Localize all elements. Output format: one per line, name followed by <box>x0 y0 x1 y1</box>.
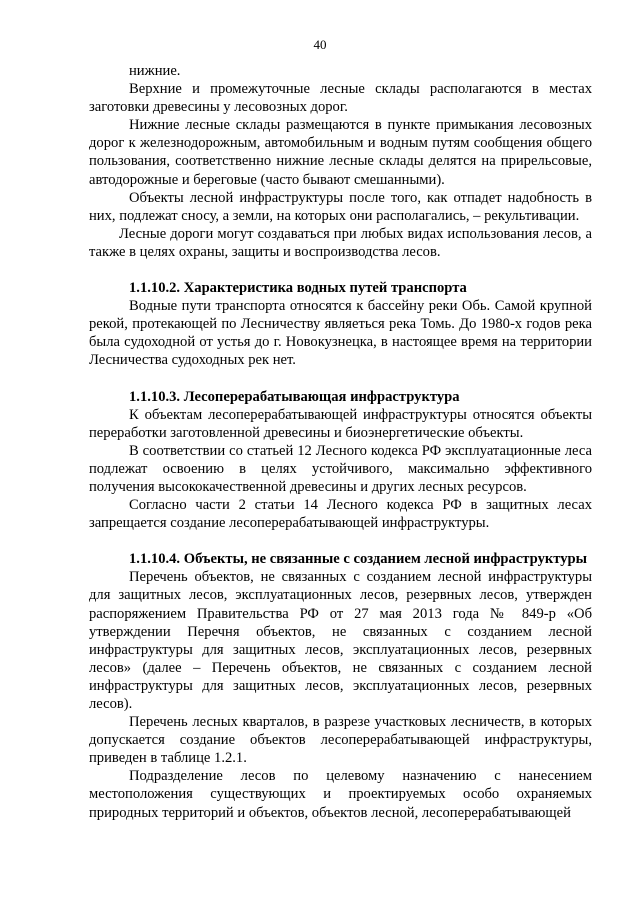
paragraph-wood-processing-objects: К объектам лесоперерабатывающей инфраструктуры относятся объекты переработки заготовленной древесины и биоэнергетические объекты. <box>89 406 592 441</box>
paragraph-article-12: В соответствии со статьей 12 Лесного кодекса РФ эксплуатационные леса подлежат освоению в целях устойчивого, максимально эффективного получения высококачественной древесины и других лесных ресурсов. <box>89 442 592 495</box>
paragraph-upper-warehouses: Верхние и промежуточные лесные склады располагаются в местах заготовки древесины у лесовозных дорог. <box>89 81 592 116</box>
paragraph-forest-subdivision: Подразделение лесов по целевому назначению с нанесением местоположения существующих и проектируемых особо охраняемых природных территорий и объектов, объектов лесной, лесоперерабатывающей <box>89 768 592 821</box>
paragraph-lower-warehouses: Нижние лесные склады размещаются в пункте примыкания лесовозных дорог к железнодорожным, автомобильным и водным путям сообщения общего пользования, соответственно нижние лесные склады делятся на прирельсовые, автодорожные и береговые (часто бывают смешанными). <box>89 117 592 188</box>
paragraph-forest-quarters: Перечень лесных кварталов, в разрезе участковых лесничеств, в которых допускается создание объектов лесоперерабатывающей инфраструктуры, приведен в таблице 1.2.1. <box>89 714 592 767</box>
paragraph-continuation: нижние. <box>129 63 181 79</box>
document-body <box>89 62 592 822</box>
paragraph-objects-list: Перечень объектов, не связанных с созданием лесной инфраструктуры для защитных лесов, эксплуатационных лесов, резервных лесов, утвержден распоряжением Правительства РФ от 27 мая 2013 года № 849-р «Об утверждении Перечня объектов, не связанных с созданием лесной инфраструктуры для защитных лесов, эксплуатационных лесов, резервных лесов» (далее – Перечень объектов, не связанных с созданием лесной инфраструктуры для защитных лесов, эксплуатационных лесов, резервных лесов). <box>89 569 592 712</box>
paragraph-forest-roads: Лесные дороги могут создаваться при любых видах использования лесов, а также в целях охраны, защиты и воспроизводства лесов. <box>89 225 592 260</box>
section-heading-wood-processing: 1.1.10.3. Лесоперерабатывающая инфраструктура <box>129 388 460 405</box>
section-heading-non-infrastructure-objects: 1.1.10.4. Объекты, не связанные с созданием лесной инфраструктуры <box>129 551 588 568</box>
section-heading-waterways: 1.1.10.2. Характеристика водных путей транспорта <box>129 280 467 297</box>
paragraph-article-14: Согласно части 2 статьи 14 Лесного кодекса РФ в защитных лесах запрещается создание лесоперерабатывающей инфраструктуры. <box>89 497 592 532</box>
page-number: 40 <box>313 37 327 52</box>
paragraph-waterways: Водные пути транспорта относятся к бассейну реки Обь. Самой крупной рекой, протекающей по Лесничеству являеться река Томь. До 1980-х годов река была судоходной от устья до г. Новокузнецка, в настоящее время на территории Лесничества судоходных рек нет. <box>89 298 592 369</box>
paragraph-infrastructure-removal: Объекты лесной инфраструктуры после того, как отпадет надобность в них, подлежат сносу, а земли, на которых они располагались, – рекультивации. <box>89 189 592 224</box>
